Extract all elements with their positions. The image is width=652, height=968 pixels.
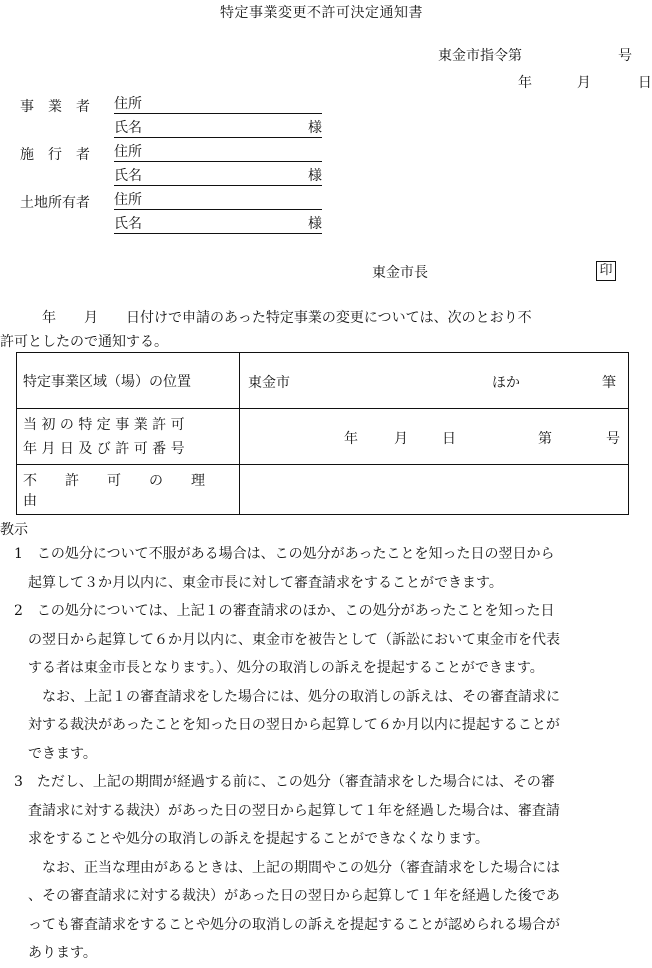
table-row	[17, 409, 629, 465]
note-line: なお、正当な理由があるときは、上記の期間やこの処分（審査請求をした場合には	[0, 859, 560, 876]
intro-line-1: 年 月 日付けで申請のあった特定事業の変更については、次のとおり不	[0, 310, 532, 326]
operator-name-line	[114, 120, 322, 138]
note-line: あります。	[0, 945, 97, 961]
permit-dai: 第	[538, 431, 552, 447]
instruction-heading: 教示	[0, 522, 28, 538]
issue-date	[518, 72, 652, 92]
location-hitsu: 筆	[602, 375, 616, 391]
operator-address-line	[114, 96, 322, 114]
note-line: 1 この処分について不服がある場合は、この処分があったことを知った日の翌日から	[0, 546, 555, 562]
note-line: できます。	[0, 745, 97, 762]
note-line: 2 この処分については、上記１の審査請求のほか、この処分があったことを知った日	[0, 603, 555, 619]
document-title: 特定事業変更不許可決定通知書	[220, 5, 423, 21]
reason-value	[240, 465, 629, 515]
instruction-notes	[0, 540, 643, 968]
contractor-honorific: 様	[308, 168, 322, 184]
date-year: 年	[518, 75, 532, 91]
document-number-suffix: 号	[618, 48, 632, 64]
operator-honorific: 様	[308, 120, 322, 136]
location-value	[240, 353, 629, 409]
contractor-name-line	[114, 168, 322, 186]
party-role-contractor: 施 行 者	[20, 147, 90, 163]
landowner-name-line	[114, 216, 322, 234]
landowner-name-label: 氏名	[114, 216, 142, 232]
document-number-label: 東金市指令第	[438, 48, 522, 64]
table-row	[17, 465, 629, 515]
note-line: 起算して３か月以内に、東金市長に対して審査請求をすることができます。	[0, 574, 503, 591]
permit-year: 年	[344, 431, 358, 447]
landowner-address-label: 住所	[114, 192, 142, 208]
seal-mark: 印	[596, 261, 616, 281]
original-permit-label-line-2: 年 月 日 及 び 許 可 番 号	[23, 440, 185, 457]
party-role-landowner: 土地所有者	[20, 195, 90, 211]
note-line: っても審査請求をすることや処分の取消しの訴えを提起することが認められる場合が	[0, 916, 560, 933]
original-permit-label-line-1: 当 初 の 特 定 事 業 許 可	[23, 416, 185, 433]
landowner-address-line	[114, 192, 322, 210]
party-role-operator: 事 業 者	[20, 99, 90, 115]
contractor-name-label: 氏名	[114, 168, 142, 184]
contractor-address-line	[114, 144, 322, 162]
note-line: の翌日から起算して６か月以内に、東金市を被告として（訴訟において東金市を代表	[0, 631, 560, 648]
intro-paragraph	[0, 306, 643, 354]
contractor-address-label: 住所	[114, 144, 142, 160]
details-table	[16, 352, 629, 515]
intro-line-2: 許可としたので通知する。	[0, 334, 168, 350]
landowner-honorific: 様	[308, 216, 322, 232]
original-permit-label	[17, 409, 240, 465]
original-permit-value	[240, 409, 629, 465]
note-line: 3 ただし、上記の期間が経過する前に、この処分（審査請求をした場合には、その審	[0, 774, 555, 790]
date-month: 月	[576, 75, 591, 91]
issuer-title: 東金市長	[372, 265, 428, 281]
reason-label: 不 許 可 の 理 由	[17, 465, 240, 515]
permit-month: 月	[394, 431, 408, 447]
note-line: 査請求に対する裁決）があった日の翌日から起算して１年を経過した場合は、審査請	[0, 802, 560, 819]
permit-go: 号	[606, 431, 620, 447]
date-day: 日	[637, 75, 652, 91]
note-line: する者は東金市長となります。）、処分の取消しの訴えを提起することができます。	[0, 660, 544, 676]
note-line: 対する裁決があったことを知った日の翌日から起算して６か月以内に提起することが	[0, 717, 560, 733]
table-row	[17, 353, 629, 409]
operator-name-label: 氏名	[114, 120, 142, 136]
location-hoka: ほか	[492, 375, 520, 391]
location-city: 東金市	[248, 375, 290, 391]
document-number	[438, 45, 632, 65]
note-line: 求をすることや処分の取消しの訴えを提起することができなくなります。	[0, 831, 489, 847]
note-line: なお、上記１の審査請求をした場合には、処分の取消しの訴えは、その審査請求に	[0, 688, 560, 705]
location-label: 特定事業区域（場）の位置	[17, 353, 240, 409]
operator-address-label: 住所	[114, 96, 142, 112]
note-line: 、その審査請求に対する裁決）があった日の翌日から起算して１年を経過した後であ	[0, 888, 560, 904]
permit-day: 日	[442, 431, 456, 447]
